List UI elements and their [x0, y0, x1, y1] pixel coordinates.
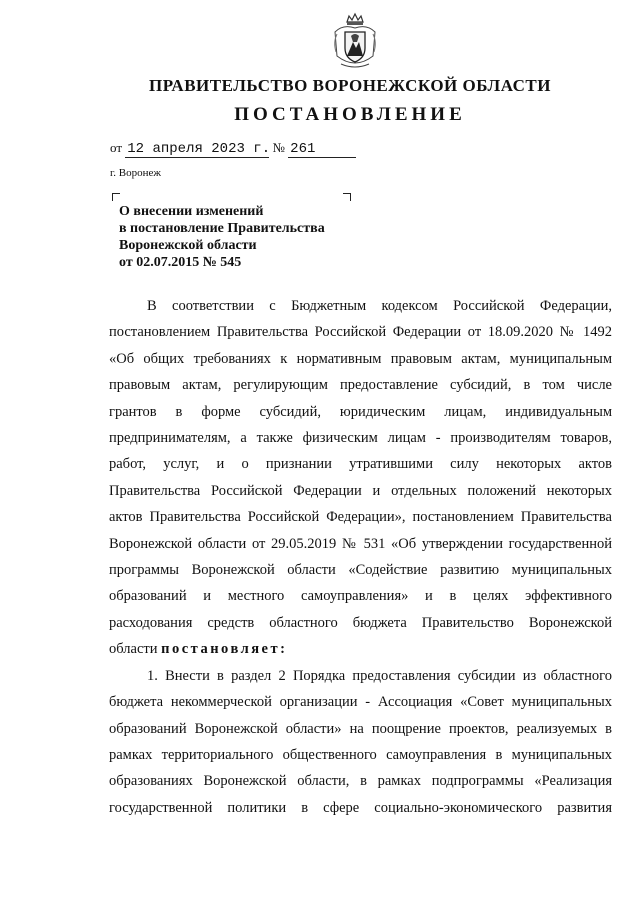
preamble-tail: области [109, 641, 158, 658]
subject-line: О внесении изменений [119, 204, 264, 219]
coat-of-arms-emblem [329, 12, 381, 72]
body-line: государственной политики в сфере социально-экономического развития [109, 799, 612, 816]
body-line: В соответствии с Бюджетным кодексом Российской Федерации, [147, 298, 612, 314]
body-line: правовым актам, регулирующим предоставление субсидий, в том числе [109, 377, 612, 394]
from-label: от [110, 140, 123, 155]
body-line: актов Правительства Российской Федерации», постановлением Правительства [109, 509, 612, 526]
document-number: 261 [288, 141, 356, 158]
body-line: образований и местного самоуправления» и в целях эффективного [109, 588, 612, 605]
body-line: Правительства Российской Федерации и отдельных положений некоторых [109, 482, 612, 499]
decree-word: постановляет: [161, 641, 288, 658]
left-corner-mark [112, 193, 120, 201]
body-line: постановлением Правительства Российской Федерации от 18.09.2020 № 1492 [109, 324, 612, 341]
body-line: грантов в форме субсидий, юридическим лицам, индивидуальным [109, 403, 612, 420]
document-subject [119, 203, 325, 271]
issue-date: 12 апреля 2023 г. [127, 141, 271, 157]
body-line: Воронежской области от 29.05.2019 № 531 «Об утверждении государственной [109, 535, 612, 552]
subject-line: от 02.07.2015 № 545 [119, 255, 242, 270]
government-title: ПРАВИТЕЛЬСТВО ВОРОНЕЖСКОЙ ОБЛАСТИ [148, 76, 551, 95]
subject-line: в постановление Правительства [119, 221, 325, 236]
body-line: рамках территориального общественного самоуправления в муниципальных [109, 746, 612, 763]
body-line: программы Воронежской области «Содействие развитию муниципальных [109, 562, 612, 579]
body-line: 1. Внести в раздел 2 Порядка предоставления субсидии из областного [147, 667, 612, 684]
document-body [109, 293, 612, 821]
document-type-title: ПОСТАНОВЛЕНИЕ [234, 104, 466, 125]
issue-line [110, 140, 356, 158]
number-label: № [272, 140, 285, 155]
body-line: предпринимателям, а также физическим лицам - производителям товаров, [109, 430, 612, 447]
right-corner-mark [343, 193, 351, 201]
body-line: «Об общих требованиях к нормативным правовым актам, муниципальным [109, 350, 612, 367]
preamble-paragraph [109, 293, 612, 663]
city-label: г. Воронеж [110, 167, 161, 179]
body-line: работ, услуг, и о признании утратившими силу некоторых актов [109, 456, 612, 473]
body-line: расходования средств областного бюджета Правительство Воронежской [109, 614, 612, 631]
item-1-paragraph [109, 663, 612, 821]
body-line: бюджета некоммерческой организации - Ассоциация «Совет муниципальных [109, 694, 612, 711]
subject-line: Воронежской области [119, 238, 257, 253]
body-line: образованиях Воронежской области, в рамках подпрограммы «Реализация [109, 773, 612, 790]
body-line-decree [109, 636, 612, 662]
body-line: образований Воронежской области» на поощрение проектов, реализуемых в [109, 720, 612, 737]
